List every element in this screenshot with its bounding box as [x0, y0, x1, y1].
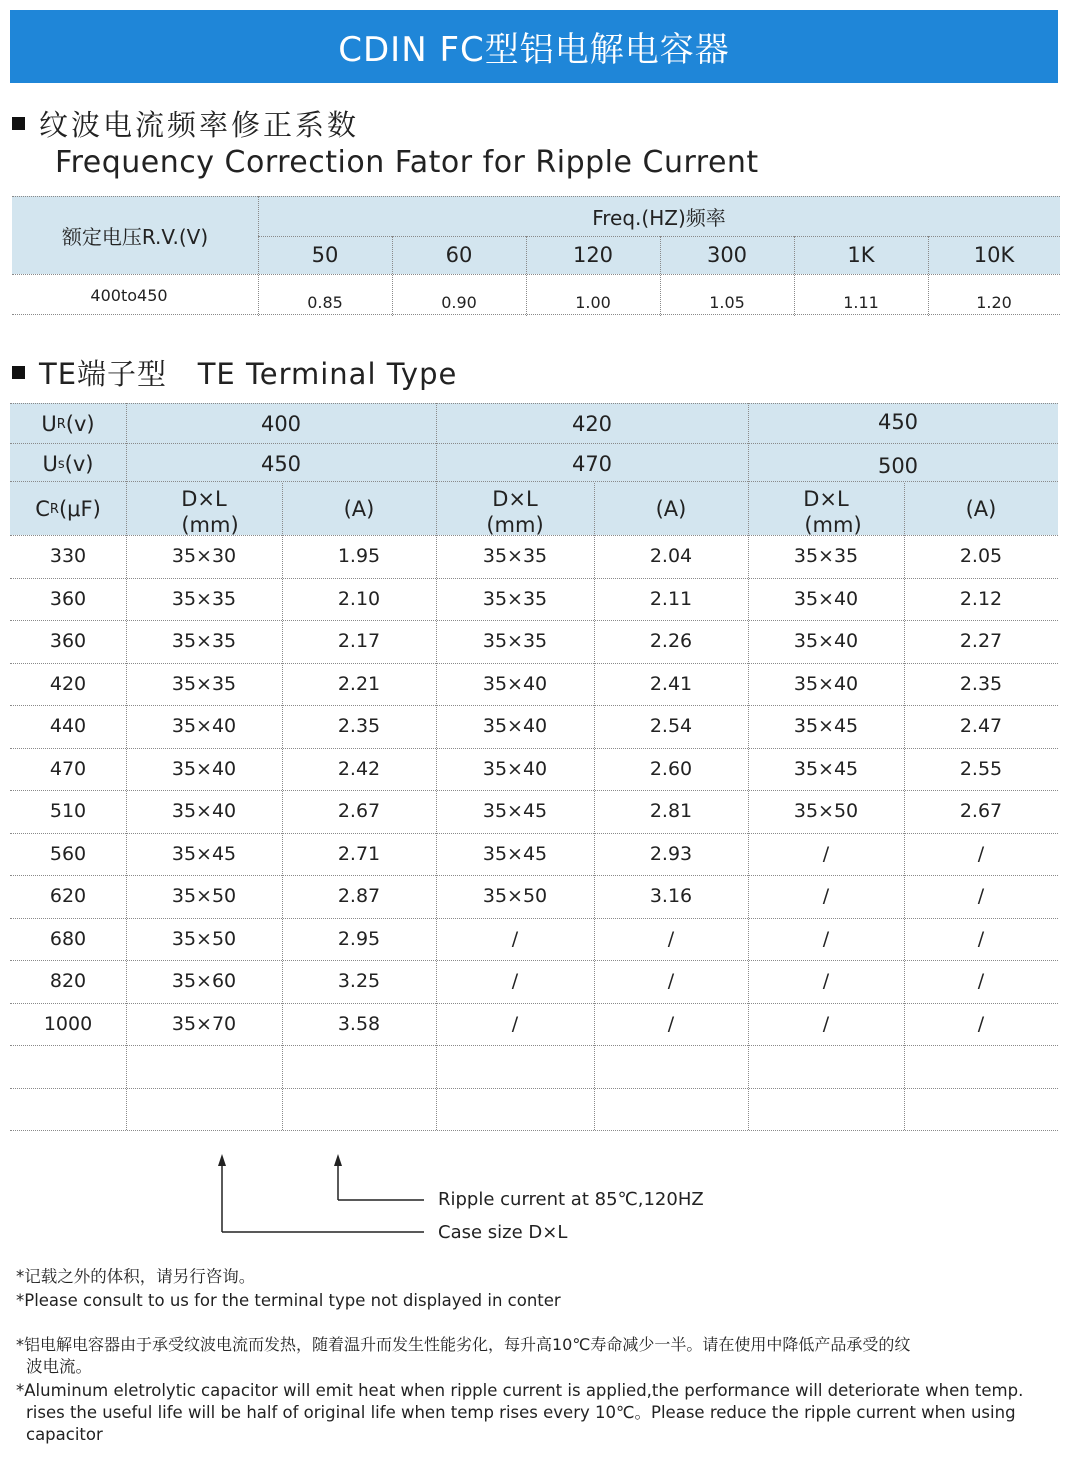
mm-header: (mm)	[181, 513, 239, 537]
table-cell: 2.42	[337, 757, 381, 780]
dxl-header: D×L	[492, 487, 538, 511]
frequency-header: Freq.(HZ)频率	[592, 205, 726, 230]
table-cell: 2.04	[649, 545, 693, 568]
table-cell: 3.16	[649, 885, 693, 908]
arrow-up-icon	[334, 1154, 342, 1166]
table-cell: 35×40	[482, 715, 548, 738]
table-cell: 35×35	[482, 587, 548, 610]
mm-header: (mm)	[486, 513, 544, 537]
table-cell: 2.55	[959, 757, 1003, 780]
section-title-cn: 纹波电流频率修正系数	[39, 108, 360, 142]
ur-value: 400	[260, 412, 302, 436]
mm-header: (mm)	[804, 513, 862, 537]
table-cell: 2.81	[649, 800, 693, 823]
table-cell: 470	[49, 757, 87, 780]
note-block-1	[16, 1266, 561, 1312]
note-text: capacitor	[26, 1425, 103, 1444]
table-cell: 2.17	[337, 630, 381, 653]
table-cell: 35×45	[482, 842, 548, 865]
note-text: 波电流。	[26, 1357, 92, 1376]
table-cell: 2.11	[649, 587, 693, 610]
table-cell: 35×50	[793, 800, 859, 823]
table-cell: /	[822, 1012, 830, 1035]
table-cell: 620	[49, 885, 87, 908]
table-cell: 35×40	[482, 757, 548, 780]
us-value: 500	[877, 454, 919, 478]
voltage-row-label: 400to450	[90, 285, 168, 305]
table-cell: /	[667, 1012, 675, 1035]
table-cell: 35×40	[171, 715, 237, 738]
table-cell: 35×40	[793, 630, 859, 653]
table-cell: 2.47	[959, 715, 1003, 738]
ur-label: U R (v)	[41, 412, 95, 436]
freq-col-header: 60	[445, 243, 473, 267]
table-cell: 35×40	[793, 587, 859, 610]
table-cell: /	[822, 842, 830, 865]
ur-value: 420	[571, 412, 613, 436]
rated-voltage-header: 额定电压R.V.(V)	[61, 224, 209, 249]
table-cell: 35×35	[482, 630, 548, 653]
table-cell: 2.27	[959, 630, 1003, 653]
table-cell: 35×35	[171, 630, 237, 653]
correction-factor: 0.85	[307, 292, 343, 312]
section-subtitle-en: Frequency Correction Fator for Ripple Current	[55, 145, 759, 180]
table-cell: 35×45	[793, 715, 859, 738]
table-cell: 35×70	[171, 1012, 237, 1035]
freq-col-header: 1K	[847, 243, 875, 267]
us-value: 450	[260, 452, 302, 476]
us-value: 470	[571, 452, 613, 476]
table-cell: 35×30	[171, 545, 237, 568]
table-cell: 35×40	[793, 672, 859, 695]
correction-factor: 0.90	[441, 292, 477, 312]
table-cell: /	[977, 927, 985, 950]
table-cell: 2.67	[959, 800, 1003, 823]
note-block-2	[16, 1334, 1023, 1446]
table-cell: 2.35	[959, 672, 1003, 695]
table-cell: 35×35	[171, 587, 237, 610]
note-text: *铝电解电容器由于承受纹波电流而发热，随着温升而发生性能劣化，每升高10℃寿命减少一半。请在使用中降低产品承受的纹	[16, 1335, 911, 1354]
table-cell: 35×50	[171, 885, 237, 908]
table-cell: /	[667, 927, 675, 950]
table-cell: 2.71	[337, 842, 381, 865]
ripple-annotation: Ripple current at 85℃,120HZ	[438, 1189, 704, 1210]
section-title-te: TE端子型 TE Terminal Type	[39, 357, 458, 391]
table-cell: 35×45	[482, 800, 548, 823]
correction-factor: 1.11	[843, 292, 879, 312]
table-cell: 2.05	[959, 545, 1003, 568]
table-cell: /	[667, 970, 675, 993]
table-cell: 2.87	[337, 885, 381, 908]
table-cell: /	[977, 842, 985, 865]
freq-col-header: 50	[311, 243, 339, 267]
table-cell: /	[977, 885, 985, 908]
table-cell: 2.67	[337, 800, 381, 823]
freq-col-header: 10K	[973, 243, 1015, 267]
table-cell: 3.58	[337, 1012, 381, 1035]
table-cell: /	[822, 927, 830, 950]
note-text: *Aluminum eletrolytic capacitor will emit heat when ripple current is applied,the performance will deteriorate when temp.	[16, 1381, 1024, 1400]
table-cell: /	[822, 885, 830, 908]
freq-col-header: 300	[706, 243, 748, 267]
dxl-header: D×L	[181, 487, 227, 511]
table-cell: 420	[49, 672, 87, 695]
table-cell: 680	[49, 927, 87, 950]
table-cell: 440	[49, 715, 87, 738]
note-text: rises the useful life will be half of original life when temp rises every 10℃。Please reduce the ripple current when using	[26, 1403, 1016, 1422]
dxl-header: D×L	[803, 487, 849, 511]
current-header: (A)	[655, 497, 687, 521]
note-text: *Please consult to us for the terminal type not displayed in conter	[16, 1291, 561, 1310]
table-cell: /	[511, 1012, 519, 1035]
table-cell: 360	[49, 630, 87, 653]
note-text: *记载之外的体积，请另行咨询。	[16, 1267, 256, 1286]
table-cell: /	[822, 970, 830, 993]
ur-value: 450	[877, 410, 919, 434]
correction-factor: 1.20	[976, 292, 1012, 312]
table-cell: 1000	[43, 1012, 93, 1035]
correction-factor: 1.00	[575, 292, 611, 312]
table-cell: 35×40	[171, 800, 237, 823]
table-cell: /	[511, 970, 519, 993]
table-cell: 35×50	[171, 927, 237, 950]
table-cell: 3.25	[337, 970, 381, 993]
table-cell: 2.26	[649, 630, 693, 653]
table-cell: 1.95	[337, 545, 381, 568]
table-cell: 2.60	[649, 757, 693, 780]
table-cell: 35×40	[482, 672, 548, 695]
table-cell: 2.41	[649, 672, 693, 695]
table-cell: 35×45	[793, 757, 859, 780]
table-cell: /	[977, 1012, 985, 1035]
table-cell: 35×35	[482, 545, 548, 568]
table-cell: 35×35	[171, 672, 237, 695]
current-header: (A)	[965, 497, 997, 521]
table-cell: /	[977, 970, 985, 993]
table-cell: 2.10	[337, 587, 381, 610]
table-cell: 510	[49, 800, 87, 823]
table-cell: 2.21	[337, 672, 381, 695]
table-cell: /	[511, 927, 519, 950]
table-cell: 35×45	[171, 842, 237, 865]
table-cell: 2.54	[649, 715, 693, 738]
cr-label: C R (μF)	[35, 497, 101, 521]
table-cell: 35×50	[482, 885, 548, 908]
current-header: (A)	[343, 497, 375, 521]
table-cell: 2.95	[337, 927, 381, 950]
table-cell: 2.93	[649, 842, 693, 865]
table-cell: 2.35	[337, 715, 381, 738]
case-size-annotation: Case size D×L	[438, 1222, 568, 1243]
table-cell: 820	[49, 970, 87, 993]
table-cell: 360	[49, 587, 87, 610]
table-cell: 35×60	[171, 970, 237, 993]
table-cell: 2.12	[959, 587, 1003, 610]
arrow-up-icon	[218, 1154, 226, 1166]
table-cell: 35×40	[171, 757, 237, 780]
banner-title: CDIN FC型铝电解电容器	[338, 30, 730, 70]
table-cell: 330	[49, 545, 87, 568]
correction-factor: 1.05	[709, 292, 745, 312]
table-cell: 560	[49, 842, 87, 865]
table-cell: 35×35	[793, 545, 859, 568]
freq-col-header: 120	[572, 243, 614, 267]
us-label: U s (v)	[42, 452, 94, 476]
